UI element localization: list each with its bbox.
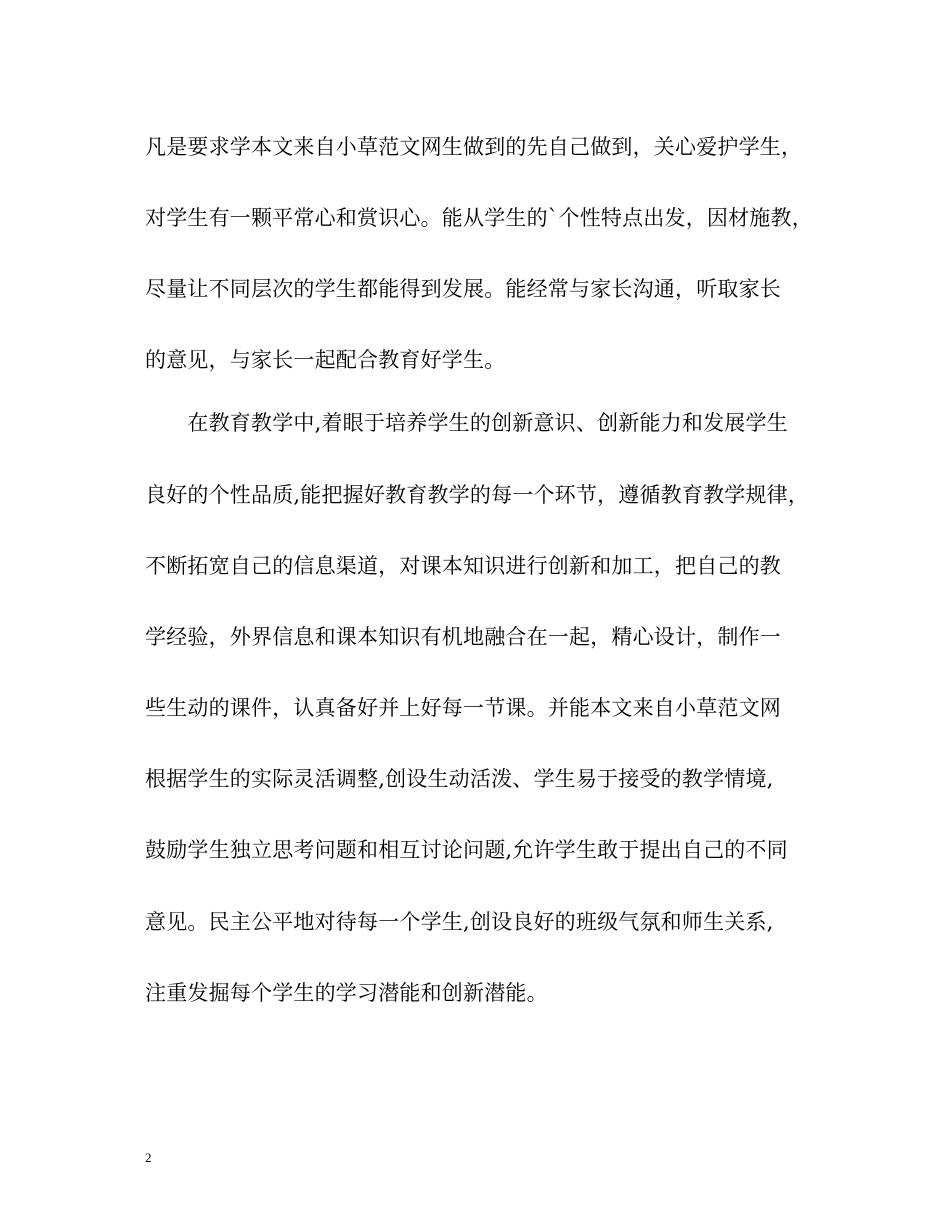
- text-line: 对学生有一颗平常心和赏识心。能从学生的`个性特点出发，因材施教，: [145, 206, 813, 230]
- text-line: 良好的个性品质,能把握好教育教学的每一个环节，遵循教育教学规律，: [145, 483, 810, 507]
- text-line: 根据学生的实际灵活调整,创设生动活泼、学生易于接受的教学情境,: [145, 767, 774, 791]
- text-line: 凡是要求学本文来自小草范文网生做到的先自己做到，关心爱护学生，: [145, 135, 803, 159]
- paragraph-first-line: 在教育教学中,着眼于培养学生的创新意识、创新能力和发展学生: [145, 411, 788, 435]
- text-line: 些生动的课件，认真备好并上好每一节课。并能本文来自小草范文网: [145, 696, 781, 720]
- text-line: 尽量让不同层次的学生都能得到发展。能经常与家长沟通，听取家长: [145, 277, 781, 301]
- text-line: 意见。民主公平地对待每一个学生,创设良好的班级气氛和师生关系,: [145, 910, 774, 934]
- text-line: 的意见，与家长一起配合教育好学生。: [145, 348, 506, 372]
- page-number: 2: [145, 1150, 152, 1165]
- text-line: 鼓励学生独立思考问题和相互讨论问题,允许学生敢于提出自己的不同: [145, 838, 788, 862]
- text-line: 不断拓宽自己的信息渠道，对课本知识进行创新和加工，把自己的教: [145, 554, 781, 578]
- text-line: 学经验，外界信息和课本知识有机地融合在一起，精心设计，制作一: [145, 625, 781, 649]
- text-line: 注重发掘每个学生的学习潜能和创新潜能。: [145, 981, 548, 1005]
